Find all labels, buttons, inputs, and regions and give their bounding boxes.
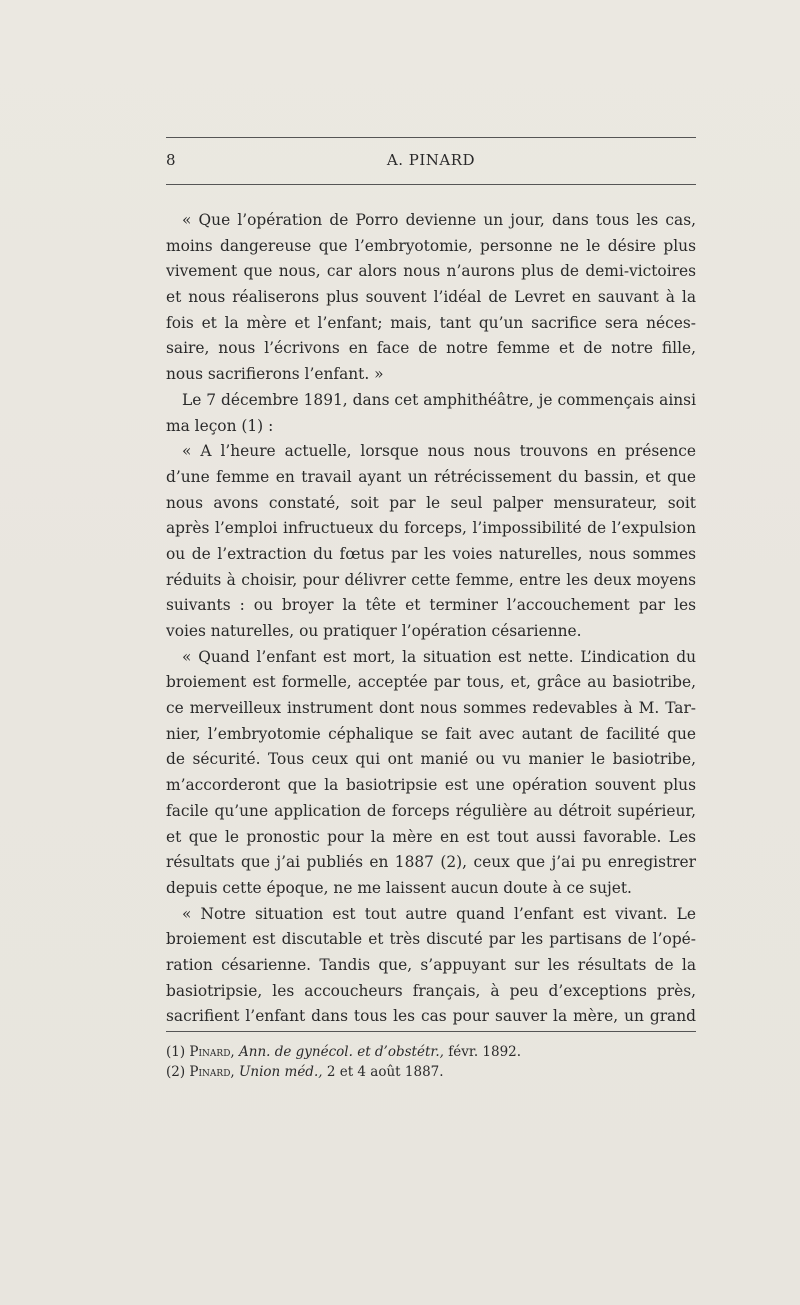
footnote-marker: (1) bbox=[166, 1044, 186, 1060]
page-number: 8 bbox=[166, 151, 177, 169]
footnote-source: Union méd., bbox=[239, 1064, 323, 1080]
footnote-marker: (2) bbox=[166, 1064, 186, 1080]
text-line: ou de l’extraction du fœtus par les voies naturelles, nous sommes bbox=[166, 544, 696, 563]
text-line: ma leçon (1) : bbox=[166, 416, 274, 435]
text-line: vivement que nous, car alors nous n’aurons plus de demi-victoires bbox=[166, 262, 696, 281]
footnote-rule bbox=[166, 1031, 696, 1032]
body-text bbox=[166, 208, 696, 1030]
text-line: et que le pronostic pour la mère en est tout aussi favorable. Les bbox=[166, 827, 696, 846]
header-top-rule bbox=[166, 137, 696, 138]
text-line: après l’emploi infructueux du forceps, l’impossibilité de l’expulsion bbox=[166, 519, 696, 538]
text-line: « Que l’opération de Porro devienne un jour, dans tous les cas, bbox=[182, 211, 696, 229]
text-line: « Notre situation est tout autre quand l’enfant est vivant. Le bbox=[182, 904, 696, 923]
text-line: et nous réaliserons plus souvent l’idéal de Levret en sauvant à la bbox=[166, 288, 696, 307]
text-line: voies naturelles, ou pratiquer l’opération césarienne. bbox=[166, 622, 582, 640]
footnote-detail: 2 et 4 août 1887. bbox=[326, 1064, 444, 1080]
text-line: suivants : ou broyer la tête et terminer l’accouchement par les bbox=[166, 596, 696, 615]
header-bottom-rule bbox=[166, 184, 696, 185]
footnote-author: Pinard, bbox=[189, 1044, 235, 1060]
text-line: depuis cette époque, ne me laissent aucun doute à ce sujet. bbox=[166, 878, 632, 897]
text-line: nier, l’embryotomie céphalique se fait avec autant de facilité que bbox=[166, 724, 696, 743]
footnotes bbox=[166, 1042, 696, 1082]
footnote-source: Ann. de gynécol. et d’obstétr., bbox=[239, 1044, 444, 1060]
text-line: nous sacrifierons l’enfant. » bbox=[166, 365, 384, 384]
page-header bbox=[166, 151, 696, 173]
footnote bbox=[166, 1062, 696, 1082]
footnote-author: Pinard, bbox=[189, 1064, 235, 1080]
text-line: « A l’heure actuelle, lorsque nous nous trouvons en présence bbox=[182, 442, 696, 461]
text-line: basiotripsie, les accoucheurs français, à peu d’exceptions près, bbox=[166, 981, 696, 1000]
text-line: de sécurité. Tous ceux qui ont manié ou vu manier le basiotribe, bbox=[166, 750, 696, 769]
text-line: ce merveilleux instrument dont nous sommes redevables à M. Tar- bbox=[166, 699, 696, 718]
text-line: saire, nous l’écrivons en face de notre femme et de notre fille, bbox=[166, 339, 696, 358]
text-line: sacrifient l’enfant dans tous les cas pour sauver la mère, un grand bbox=[166, 1007, 696, 1026]
text-line: d’une femme en travail ayant un rétrécissement du bassin, et que bbox=[166, 467, 696, 486]
text-line: broiement est formelle, acceptée par tous, et, grâce au basiotribe, bbox=[166, 673, 696, 692]
text-line: « Quand l’enfant est mort, la situation est nette. L’indication du bbox=[182, 647, 696, 666]
text-line: nous avons constaté, soit par le seul palper mensurateur, soit bbox=[166, 493, 696, 512]
text-line: ration césarienne. Tandis que, s’appuyant sur les résultats de la bbox=[166, 955, 696, 974]
text-line: moins dangereuse que l’embryotomie, personne ne le désire plus bbox=[166, 236, 696, 255]
running-head: A. PINARD bbox=[386, 151, 476, 169]
text-line: broiement est discutable et très discuté par les partisans de l’opé- bbox=[166, 930, 696, 949]
footnote-detail: févr. 1892. bbox=[448, 1044, 522, 1060]
text-line: m’accorderont que la basiotripsie est une opération souvent plus bbox=[166, 776, 696, 795]
text-line: résultats que j’ai publiés en 1887 (2), ceux que j’ai pu enregistrer bbox=[166, 853, 696, 872]
text-line: facile qu’une application de forceps régulière au détroit supérieur, bbox=[166, 801, 696, 820]
text-line: fois et la mère et l’enfant; mais, tant qu’un sacrifice sera néces- bbox=[166, 313, 696, 332]
footnote bbox=[166, 1042, 696, 1062]
text-line: réduits à choisir, pour délivrer cette femme, entre les deux moyens bbox=[166, 570, 696, 589]
text-line: Le 7 décembre 1891, dans cet amphithéâtre, je commençais ainsi bbox=[182, 390, 696, 409]
